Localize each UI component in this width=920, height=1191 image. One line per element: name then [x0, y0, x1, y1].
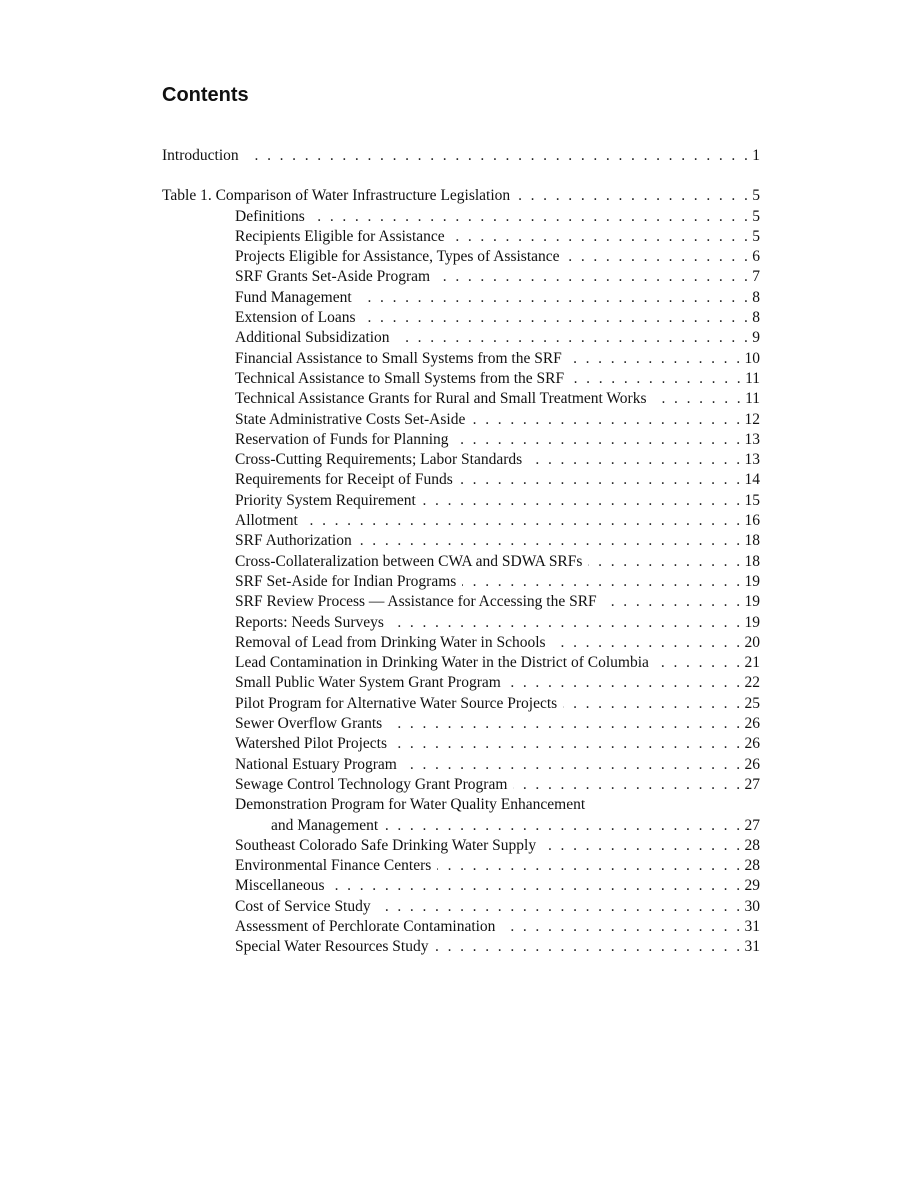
- toc-entry-label: Fund Management: [235, 288, 352, 306]
- toc-entry-page: 7: [752, 268, 760, 286]
- toc-entry[interactable]: [162, 876, 760, 896]
- table-of-contents: [162, 146, 760, 958]
- toc-entry[interactable]: [162, 775, 760, 795]
- toc-entry[interactable]: [162, 856, 760, 876]
- toc-entry-page: 6: [752, 248, 760, 266]
- toc-entry[interactable]: [162, 470, 760, 490]
- dot-leader: [507, 673, 743, 693]
- toc-entry-label: Small Public Water System Grant Program: [235, 674, 501, 692]
- dot-leader: [542, 836, 742, 856]
- toc-entry-label: Sewer Overflow Grants: [235, 715, 383, 733]
- toc-entry-label: Technical Assistance Grants for Rural and Small Treatment Works: [235, 390, 647, 408]
- dot-leader: [516, 186, 750, 206]
- toc-entry-page: 12: [744, 410, 760, 428]
- dot-leader: [304, 511, 743, 531]
- toc-entry-label: National Estuary Program: [235, 755, 397, 773]
- dot-leader: [501, 917, 742, 937]
- toc-entry-page: 29: [744, 877, 760, 895]
- toc-entry-page: 8: [752, 288, 760, 306]
- toc-entry[interactable]: [162, 450, 760, 470]
- toc-entry[interactable]: [162, 694, 760, 714]
- toc-entry[interactable]: [162, 633, 760, 653]
- dot-leader: [566, 247, 751, 267]
- toc-entry[interactable]: [162, 816, 760, 836]
- toc-entry-page: 11: [745, 390, 760, 408]
- toc-entry-label: SRF Review Process — Assistance for Accessing the SRF: [235, 593, 597, 611]
- toc-entry-continued[interactable]: [162, 795, 760, 815]
- toc-entry-label: Allotment: [235, 512, 298, 530]
- toc-entry-label: Miscellaneous: [235, 877, 325, 895]
- toc-entry-label: Recipients Eligible for Assistance: [235, 227, 445, 245]
- toc-entry-page: 13: [744, 451, 760, 469]
- dot-leader: [437, 856, 742, 876]
- dot-leader: [471, 410, 742, 430]
- dot-leader: [528, 450, 742, 470]
- dot-leader: [358, 531, 743, 551]
- dot-leader: [390, 613, 743, 633]
- toc-entry-label: Environmental Finance Centers: [235, 857, 432, 875]
- toc-entry-label: Financial Assistance to Small Systems from the SRF: [235, 349, 562, 367]
- dot-leader: [570, 369, 743, 389]
- toc-entry-page: 15: [744, 491, 760, 509]
- toc-entry-label: Additional Subsidization: [235, 329, 390, 347]
- dot-leader: [311, 207, 751, 227]
- toc-entry-page: 5: [752, 207, 760, 225]
- toc-entry-page: 9: [752, 329, 760, 347]
- toc-entry[interactable]: [162, 369, 760, 389]
- toc-entry-label: Priority System Requirement: [235, 491, 416, 509]
- toc-entry[interactable]: [162, 389, 760, 409]
- toc-entry[interactable]: [162, 308, 760, 328]
- dot-leader: [552, 633, 743, 653]
- dot-leader: [568, 349, 743, 369]
- toc-entry[interactable]: [162, 227, 760, 247]
- toc-entry[interactable]: [162, 572, 760, 592]
- toc-entry-label: Projects Eligible for Assistance, Types of Assistance: [235, 248, 560, 266]
- toc-entry-page: 18: [744, 532, 760, 550]
- toc-entry-page: 31: [744, 938, 760, 956]
- toc-entry-label: SRF Set-Aside for Indian Programs: [235, 572, 457, 590]
- toc-entry[interactable]: [162, 410, 760, 430]
- toc-entry-label: Demonstration Program for Water Quality Enhancement: [235, 796, 586, 814]
- toc-entry-label: Special Water Resources Study: [235, 938, 429, 956]
- toc-entry-page: 19: [744, 593, 760, 611]
- toc-entry-page: 28: [744, 836, 760, 854]
- dot-leader: [434, 937, 742, 957]
- toc-entry-page: 22: [744, 674, 760, 692]
- dot-leader: [563, 694, 742, 714]
- dot-leader: [422, 491, 743, 511]
- toc-entry-page: 27: [744, 816, 760, 834]
- toc-entry-label: Pilot Program for Alternative Water Source Projects: [235, 694, 558, 712]
- toc-entry-page: 10: [744, 349, 760, 367]
- toc-entry-label: Assessment of Perchlorate Contamination: [235, 917, 496, 935]
- toc-entry[interactable]: [162, 531, 760, 551]
- toc-entry[interactable]: [162, 592, 760, 612]
- toc-entry-page: 21: [744, 654, 760, 672]
- toc-entry-page: 25: [744, 694, 760, 712]
- dot-leader: [393, 734, 742, 754]
- toc-entry[interactable]: [162, 328, 760, 348]
- toc-entry-label: State Administrative Costs Set-Aside: [235, 410, 466, 428]
- toc-entry-label: Reservation of Funds for Planning: [235, 430, 449, 448]
- toc-entry-label: Table 1. Comparison of Water Infrastructure Legislation: [162, 187, 511, 205]
- toc-entry-label: SRF Grants Set-Aside Program: [235, 268, 431, 286]
- toc-entry-label: Sewage Control Technology Grant Program: [235, 775, 508, 793]
- dot-leader: [588, 552, 742, 572]
- toc-entry[interactable]: [162, 755, 760, 775]
- toc-entry[interactable]: [162, 288, 760, 308]
- toc-entry-label: Introduction: [162, 147, 239, 164]
- dot-leader: [358, 288, 751, 308]
- toc-entry[interactable]: [162, 267, 760, 287]
- toc-entry-page: 28: [744, 857, 760, 875]
- dot-leader: [451, 227, 751, 247]
- toc-entry-page: 31: [744, 917, 760, 935]
- toc-entry-page: 14: [744, 471, 760, 489]
- dot-leader: [396, 328, 751, 348]
- toc-entry-page: 11: [745, 369, 760, 387]
- dot-leader: [377, 897, 743, 917]
- dot-leader: [388, 714, 742, 734]
- toc-entry-label: Technical Assistance to Small Systems from the SRF: [235, 369, 565, 387]
- toc-entry[interactable]: [162, 430, 760, 450]
- toc-entry-page: 16: [744, 512, 760, 530]
- toc-entry-label: Watershed Pilot Projects: [235, 735, 388, 753]
- toc-entry-label: Requirements for Receipt of Funds: [235, 471, 453, 489]
- toc-entry[interactable]: [162, 613, 760, 633]
- toc-entry[interactable]: [162, 917, 760, 937]
- toc-entry-page: 20: [744, 633, 760, 651]
- toc-entry-page: 8: [752, 309, 760, 327]
- dot-leader: [403, 755, 743, 775]
- toc-entry[interactable]: [162, 653, 760, 673]
- dot-leader: [436, 267, 750, 287]
- toc-entry[interactable]: [162, 937, 760, 957]
- toc-entry-table-1[interactable]: [162, 186, 760, 206]
- toc-entry-label: Reports: Needs Surveys: [235, 613, 384, 631]
- toc-entry[interactable]: [162, 714, 760, 734]
- toc-entry[interactable]: [162, 511, 760, 531]
- dot-leader: [655, 653, 743, 673]
- dot-leader: [455, 430, 743, 450]
- toc-entry-page: 18: [744, 552, 760, 570]
- toc-entry-label: Cross-Cutting Requirements; Labor Standards: [235, 451, 523, 469]
- toc-entry-label: Removal of Lead from Drinking Water in Schools: [235, 633, 546, 651]
- dot-leader: [603, 592, 743, 612]
- toc-entry-label: SRF Authorization: [235, 532, 352, 550]
- toc-entry[interactable]: [162, 836, 760, 856]
- toc-entry-page: 26: [744, 715, 760, 733]
- toc-entry-page: 5: [752, 227, 760, 245]
- toc-entry-introduction[interactable]: [162, 146, 760, 166]
- toc-entry[interactable]: [162, 491, 760, 511]
- toc-entry-page: 27: [744, 775, 760, 793]
- toc-entry-label: Southeast Colorado Safe Drinking Water Supply: [235, 836, 537, 854]
- toc-entry-label: Cost of Service Study: [235, 897, 371, 915]
- page-title: Contents: [162, 84, 249, 106]
- dot-leader: [459, 470, 743, 490]
- toc-entry[interactable]: [162, 673, 760, 693]
- toc-entry-label: Definitions: [235, 207, 305, 225]
- toc-entry[interactable]: [162, 734, 760, 754]
- toc-entry-page: 1: [752, 147, 760, 164]
- toc-entry[interactable]: [162, 207, 760, 227]
- dot-leader: [653, 389, 744, 409]
- toc-entry-page: 26: [744, 755, 760, 773]
- dot-leader: [462, 572, 742, 592]
- toc-entry-page: 26: [744, 735, 760, 753]
- dot-leader: [331, 876, 743, 896]
- dot-leader: [384, 816, 742, 836]
- dot-leader: [362, 308, 751, 328]
- toc-entry[interactable]: [162, 349, 760, 369]
- toc-entry-page: 19: [744, 613, 760, 631]
- toc-entry[interactable]: [162, 552, 760, 572]
- toc-entry-page: 30: [744, 897, 760, 915]
- dot-leader: [245, 146, 751, 166]
- toc-entry-page: 13: [744, 430, 760, 448]
- toc-entry-label: Extension of Loans: [235, 309, 356, 327]
- toc-entry[interactable]: [162, 247, 760, 267]
- toc-entry-page: 5: [752, 187, 760, 205]
- toc-entry-label: Cross-Collateralization between CWA and SDWA SRFs: [235, 552, 583, 570]
- toc-entry-label: and Management: [271, 816, 379, 834]
- toc-entry-page: 19: [744, 572, 760, 590]
- toc-entry[interactable]: [162, 897, 760, 917]
- dot-leader: [513, 775, 742, 795]
- toc-entry-label: Lead Contamination in Drinking Water in the District of Columbia: [235, 654, 649, 672]
